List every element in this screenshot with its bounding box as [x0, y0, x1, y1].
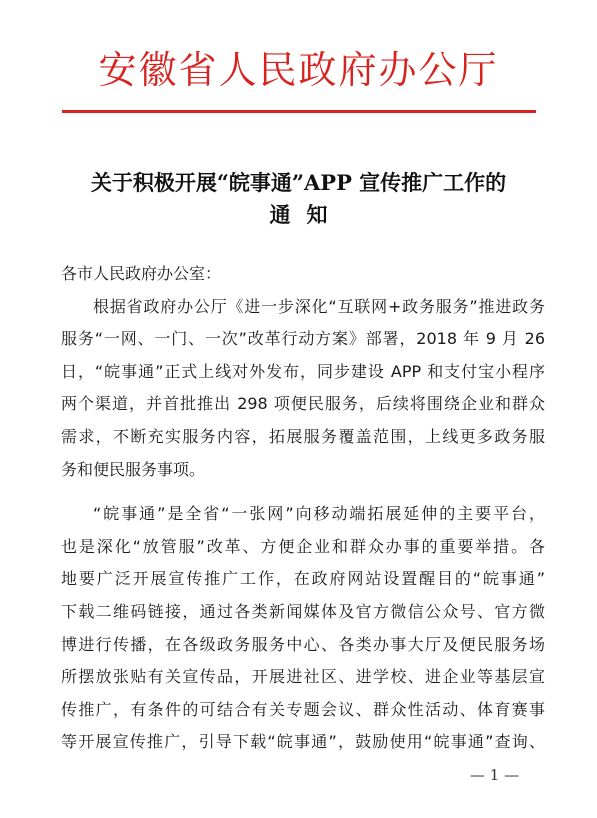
- title-line-1: 关于积极开展“皖事通”APP 宣传推广工作的: [90, 170, 507, 195]
- body-line: 也是深化“放管服”改革、方便企业和群众办事的重要举措。各: [61, 536, 545, 556]
- body-line: 两个渠道，并首批推出 298 项便民服务，后续将围绕企业和群众: [61, 394, 545, 414]
- paragraph-gap: [61, 486, 545, 498]
- body-line: 所摆放张贴有关宣传品，开展进社区、进学校、进企业等基层宣: [61, 667, 545, 687]
- body-line: 等开展宣传推广，引导下载“皖事通”，鼓励使用“皖事通”查询、: [61, 732, 545, 752]
- body-line: 务和便民服务事项。: [61, 459, 206, 479]
- header-rule: [62, 110, 536, 113]
- salutation: 各市人民政府办公室：: [61, 264, 222, 283]
- body-line: 根据省政府办公厅《进一步深化“互联网+政务服务”推进政务: [93, 296, 545, 316]
- issuer-header: 安徽省人民政府办公厅: [98, 48, 499, 92]
- body-line: 下载二维码链接，通过各类新闻媒体及官方微信公众号、官方微: [61, 601, 545, 621]
- document-body: [61, 258, 545, 759]
- document-title: [0, 167, 597, 231]
- body-line: 博进行传播，在各级政务服务中心、各类办事大厅及便民服务场: [61, 634, 545, 654]
- body-line: 日，“皖事通”正式上线对外发布，同步建设 APP 和支付宝小程序: [61, 361, 545, 381]
- body-line: “皖事通”是全省“一张网”向移动端拓展延伸的主要平台，: [93, 504, 545, 524]
- body-line: 传推广，有条件的可结合有关专题会议、群众性活动、体育赛事: [61, 699, 545, 719]
- body-line: 服务“一网、一门、一次”改革行动方案》部署，2018 年 9 月 26: [61, 329, 545, 349]
- page-number: — 1 —: [470, 766, 520, 784]
- body-line: 地要广泛开展宣传推广工作，在政府网站设置醒目的“皖事通”: [61, 569, 545, 589]
- body-line: 需求，不断充实服务内容，拓展服务覆盖范围，上线更多政务服: [61, 426, 545, 446]
- title-line-2: 通知: [269, 202, 344, 227]
